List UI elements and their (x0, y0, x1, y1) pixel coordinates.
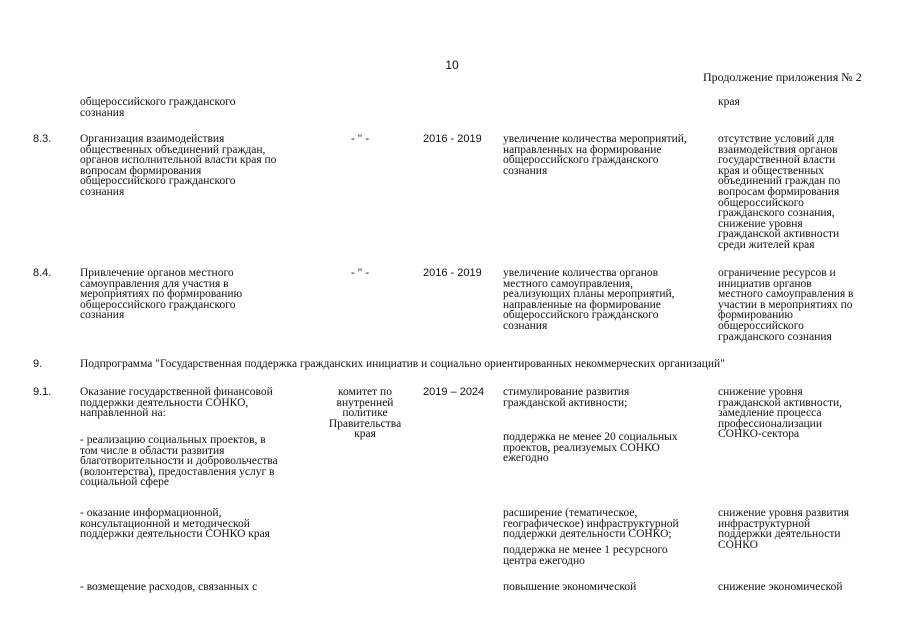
row-9-1-event-item-2: - оказание информационной, консультационной и методической поддержки деятельности СОНКО края (80, 507, 270, 541)
row-9-1-consequence-1: снижение уровня гражданской активности, замедление процесса профессионализации СОНКО-сектора (718, 386, 843, 441)
row-9-number: 9. (33, 358, 43, 370)
row-9-1-period: 2019 – 2024 (423, 386, 485, 398)
row-9-1-number: 9.1. (33, 386, 52, 398)
row-8-3-consequence: отсутствие условий для взаимодействия органов государственной власти края и общественных объединений граждан по вопросам формирования общероссийского гражданского сознания, снижение уровня гражданской активности среди жителей края (718, 133, 841, 251)
row-8-3-number: 8.3. (33, 133, 52, 145)
row-9-1-result-1: стимулирование развития гражданской активности; (503, 386, 630, 409)
row-8-4-number: 8.4. (33, 267, 52, 279)
row-9-1-consequence-3: снижение экономической (718, 581, 843, 593)
row-9-1-executor: комитет по внутренней политике Правительства края (328, 386, 402, 441)
row-9-1-result-3: расширение (тематическое, географическое) инфраструктурной поддержки деятельности СОНКО; (503, 507, 679, 541)
row-9-1-event-intro: Оказание государственной финансовой поддержки деятельности СОНКО, направленной на: (80, 386, 273, 420)
fragment-event-text: общероссийского гражданского сознания (80, 96, 236, 119)
row-9-1-event-item-1: - реализацию социальных проектов, в том числе в области развития благотворительности и добровольчества (волонтерства), предоставления услуг в социальной сфере (80, 434, 278, 489)
row-8-3-period: 2016 - 2019 (423, 133, 482, 145)
fragment-consequence-text: края (718, 96, 740, 108)
page-number: 10 (445, 58, 459, 72)
row-8-4-executor: - " - (350, 267, 370, 279)
row-8-4-consequence: ограничение ресурсов и инициатив органов местного самоуправления в участии в мероприятиях по формированию общероссийского гражданского сознания (718, 267, 854, 343)
subprogram-title: Подпрограмма "Государственная поддержка гражданских инициатив и социально ориентированных некоммерческих организаций" (80, 358, 725, 370)
row-8-4-result: увеличение количества органов местного самоуправления, реализующих планы мероприятий, направленные на формирование общероссийского гражданского сознания (503, 267, 675, 332)
row-8-4-event: Привлечение органов местного самоуправления для участия в мероприятиях по формированию общероссийского гражданского сознания (80, 267, 243, 322)
row-9-1-result-5: повышение экономической (503, 581, 637, 593)
row-8-3-result: увеличение количества мероприятий, направленных на формирование общероссийского гражданского сознания (503, 133, 687, 177)
row-9-1-result-2: поддержка не менее 20 социальных проектов, реализуемых СОНКО ежегодно (503, 431, 678, 465)
continuation-label: Продолжение приложения № 2 (703, 70, 862, 84)
row-8-3-executor: - " - (350, 133, 370, 145)
row-9-1-event-item-3: - возмещение расходов, связанных с (80, 581, 258, 593)
row-9-1-consequence-2: снижение уровня развития инфраструктурной поддержки деятельности СОНКО (718, 507, 850, 551)
row-8-3-event: Организация взаимодействия общественных объединений граждан, органов исполнительной власти края по вопросам формирования общероссийского гражданского сознания (80, 133, 277, 198)
row-9-1-result-4: поддержка не менее 1 ресурсного центра ежегодно (503, 544, 668, 567)
row-8-4-period: 2016 - 2019 (423, 267, 482, 279)
